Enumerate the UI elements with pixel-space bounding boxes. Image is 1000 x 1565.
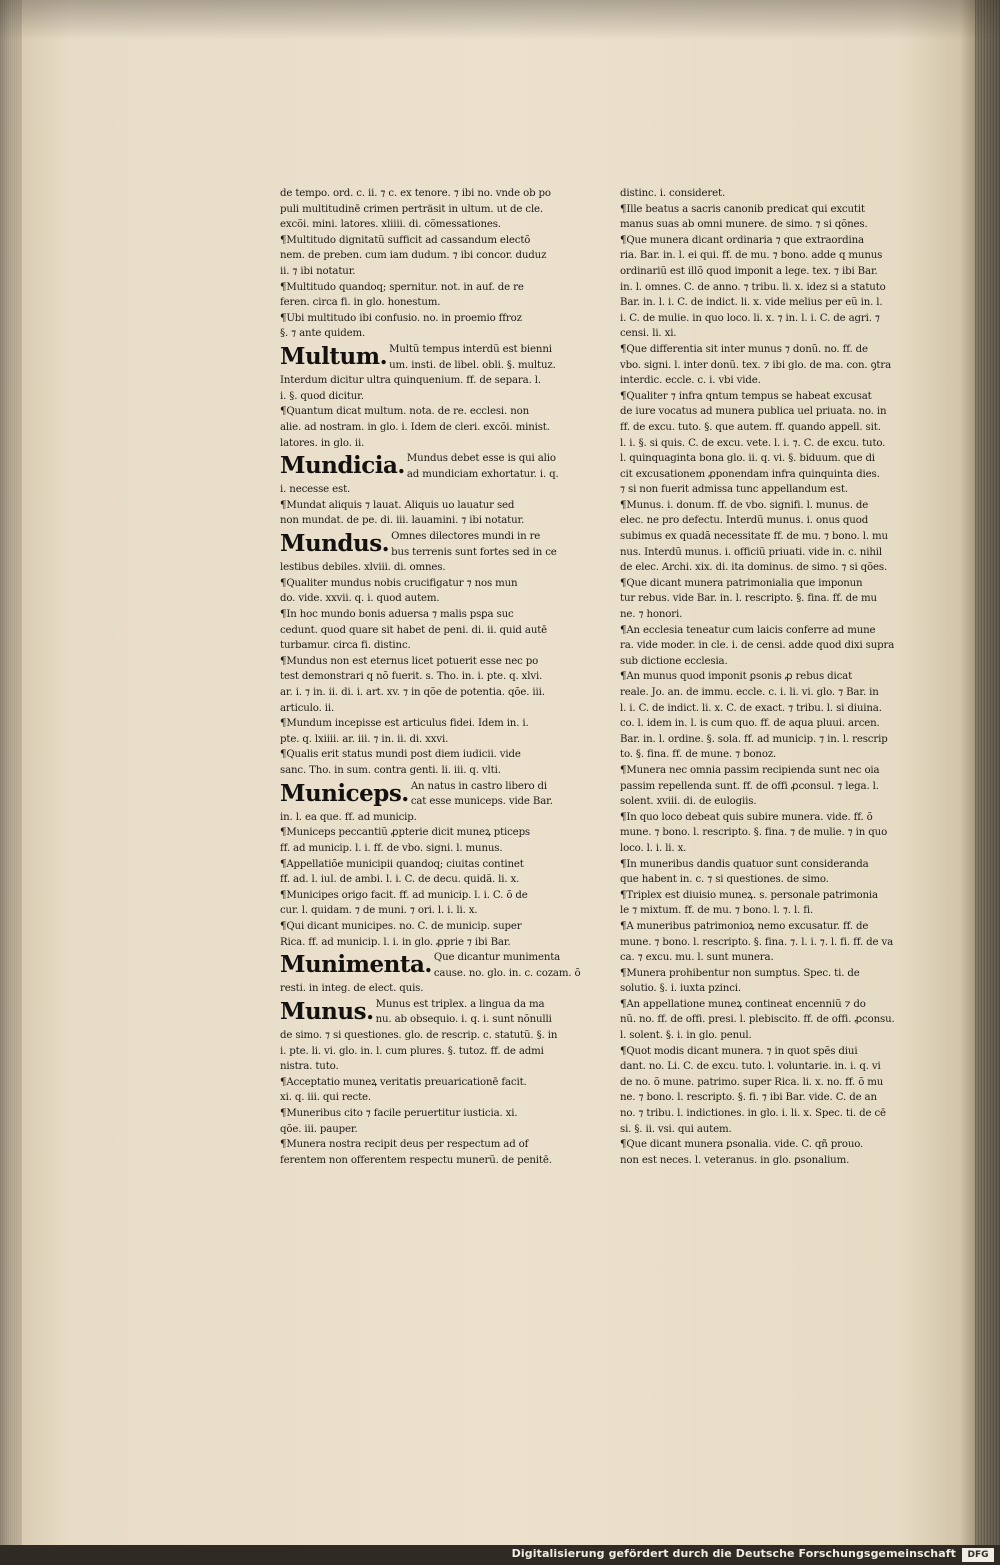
text-line: de elec. Archi. xix. di. ita dominus. de simo. ⁊ si qões. xyxy=(620,562,888,574)
text-line: do. vide. xxvii. q. i. quod autem. xyxy=(280,593,440,605)
text-line: sanc. Tho. in sum. contra genti. li. iii. q. vlti. xyxy=(280,764,501,776)
text-line: cedunt. quod quare sit habet de peni. di. ii. quid autē xyxy=(280,624,548,636)
text-line: ¶Ubi multitudo ibi confusio. no. in proemio ffroz xyxy=(280,312,522,324)
text-line: An natus in castro libero di xyxy=(410,780,548,792)
text-line: subimus ex quadã necessitate ff. de mu. ⁊ bono. l. mu xyxy=(620,531,888,543)
dfg-logo: DFG xyxy=(962,1548,994,1562)
text-line: ¶Mundus non est eternus licet potuerit esse nec po xyxy=(280,655,539,667)
text-line: ¶Que munera dicant ordinaria ⁊ que extraordina xyxy=(620,234,864,246)
text-line: alie. ad nostram. in glo. i. Idem de cleri. excõi. minist. xyxy=(280,421,550,433)
text-line: elec. ne pro defectu. Interdũ munus. i. onus quod xyxy=(620,515,869,527)
text-line: ¶Qui dicant municipes. no. C. de municip. super xyxy=(280,920,522,932)
text-line: ¶Multitudo dignitatũ sufficit ad cassandum electõ xyxy=(280,234,531,246)
text-line: ¶Mundum incepisse est articulus fidei. Idem in. i. xyxy=(280,718,529,730)
text-line: solutio. §. i. iuxta pzinci. xyxy=(620,983,741,995)
text-line: ¶An ecclesia teneatur cum laicis conferre ad mune xyxy=(620,624,876,636)
text-line: loco. l. i. li. x. xyxy=(620,842,687,854)
entry-heading xyxy=(280,342,564,373)
entry-heading xyxy=(280,997,564,1028)
text-line: ff. de excu. tuto. §. que autem. ff. quando appell. sit. xyxy=(620,421,881,433)
text-line: nem. de preben. cum iam dudum. ⁊ ibi concor. duduz xyxy=(280,250,547,262)
text-line: ¶In hoc mundo bonis aduersa ⁊ malis psꝑa suc xyxy=(280,609,514,621)
text-line: Rica. ff. ad municip. l. i. in glo. ꝓprie ⁊ ibi Bar. xyxy=(280,936,511,948)
text-line: nistra. tuto. xyxy=(280,1061,339,1073)
text-line: ¶Que differentia sit inter munus ⁊ donũ. no. ff. de xyxy=(620,343,868,355)
text-line: ¶Munera prohibentur non sumptus. Spec. ti. de xyxy=(620,967,860,979)
text-line: ¶Munera nostra recipit deus per respectum ad of xyxy=(280,1139,529,1151)
text-line: ra. vide moder. in cle. i. de censi. adde quod dixi supra xyxy=(620,640,895,652)
text-line: mune. ⁊ bono. l. rescripto. §. fina. ⁊. l. i. ⁊. l. fi. ff. de va xyxy=(620,936,894,948)
text-line: ne. ⁊ honori. xyxy=(620,609,683,621)
entry-heading xyxy=(280,529,564,560)
text-line: to. §. fina. ff. de mune. ⁊ bonoz. xyxy=(620,749,777,761)
text-line: ferentem non offerentem respectu munerũ. de penitē. xyxy=(280,1154,552,1166)
entry-heading xyxy=(280,451,564,482)
text-line: si. §. ii. vsi. qui autem. xyxy=(620,1123,732,1135)
text-line: excõi. mini. latores. xliiii. di. cõmessationes. xyxy=(280,219,501,231)
text-line: ¶Qualiter mundus nobis crucifigatur ⁊ nos mun xyxy=(280,577,518,589)
text-line: nũ. no. ff. de offi. presi. l. plebiscito. ff. de offi. ꝓconsu. xyxy=(620,1014,895,1026)
text-line: passim repellenda sunt. ff. de offi ꝓconsul. ⁊ lega. l. xyxy=(620,780,879,792)
text-line: non mundat. de pe. di. iii. lauamini. ⁊ ibi notatur. xyxy=(280,515,525,527)
text-line: Multũ tempus interdũ est bienni xyxy=(389,343,552,355)
text-line: bus terrenis sunt fortes sed in ce xyxy=(391,546,557,558)
text-line: ¶Qualis erit status mundi post diem iudicii. vide xyxy=(280,749,521,761)
text-line: nu. ab obsequio. i. q. i. sunt nõnulli xyxy=(375,1014,552,1026)
heading-word: Mundus. xyxy=(280,530,390,558)
text-line: ¶In quo loco debeat quis subire munera. vide. ff. õ xyxy=(620,811,873,823)
text-line: cur. l. quidam. ⁊ de muni. ⁊ ori. l. i. li. x. xyxy=(280,905,478,917)
text-line: cause. no. glo. in. c. cozam. õ xyxy=(433,967,581,979)
text-line: l. solent. §. i. in glo. penul. xyxy=(620,1030,752,1042)
text-line: interdic. eccle. c. i. vbi vide. xyxy=(620,375,761,387)
text-line: latores. in glo. ii. xyxy=(280,437,365,449)
text-line: l. quinquaginta bona glo. ii. q. vi. §. biduum. que di xyxy=(620,453,875,465)
text-line: §. ⁊ ante quidem. xyxy=(280,328,366,340)
text-line: ¶In muneribus dandis quatuor sunt consideranda xyxy=(620,858,869,870)
text-line: ii. ⁊ ibi notatur. xyxy=(280,265,356,277)
text-line: feren. circa fi. in glo. honestum. xyxy=(280,297,441,309)
text-line: censi. li. xi. xyxy=(620,328,677,340)
text-line: solent. xviii. di. de eulogiis. xyxy=(620,796,757,808)
text-line: ad mundiciam exhortatur. i. q. xyxy=(406,468,559,480)
text-line: l. i. §. si quis. C. de excu. vete. l. i. ⁊. C. de excu. tuto. xyxy=(620,437,886,449)
heading-word: Munus. xyxy=(280,997,374,1025)
page-stack-right-edge xyxy=(975,0,1000,1545)
text-line: um. insti. de libel. obli. §. multuz. xyxy=(389,359,556,371)
text-line: ¶Municeps peccantiũ ꝓpterie dicit muneꝝ pticeps xyxy=(280,827,531,839)
text-line: in. l. ea que. ff. ad municip. xyxy=(280,811,417,823)
text-line: ca. ⁊ excu. mu. l. sunt munera. xyxy=(620,952,774,964)
heading-word: Multum. xyxy=(280,342,388,370)
text-line: ¶Qualiter ⁊ infra qntum tempus se habeat excusat xyxy=(620,390,872,402)
text-line: ¶Munus. i. donum. ff. de vbo. signifi. l. munus. de xyxy=(620,499,869,511)
text-line: qõe. iii. pauper. xyxy=(280,1123,358,1135)
text-line: no. ⁊ tribu. l. indictiones. in glo. i. li. x. Spec. ti. de cē xyxy=(620,1108,886,1120)
text-line: non est neces. l. veteranus. in glo. ꝑsonalium. xyxy=(620,1154,850,1166)
text-line: ne. ⁊ bono. l. rescripto. §. fi. ⁊ ibi Bar. vide. C. de an xyxy=(620,1092,877,1104)
text-line: Mundus debet esse is qui alio xyxy=(406,453,556,465)
text-line: ¶Que dicant munera ꝑsonalia. vide. C. qñ prouo. xyxy=(620,1139,864,1151)
text-line: ¶Que dicant munera patrimonialia que imponun xyxy=(620,577,863,589)
text-line: ¶An appellatione muneꝝ contineat encenniũ ⁊ do xyxy=(620,998,866,1010)
text-line: ¶Munera nec omnia passim recipienda sunt nec oia xyxy=(620,764,880,776)
heading-word: Mundicia. xyxy=(280,452,405,480)
text-line: ¶Municipes origo facit. ff. ad municip. l. i. C. õ de xyxy=(280,889,528,901)
text-line: ¶Quot modis dicant munera. ⁊ in quot spẽs diui xyxy=(620,1045,858,1057)
text-line: ff. ad municip. l. i. ff. de vbo. signi. l. munus. xyxy=(280,842,503,854)
text-line: tur rebus. vide Bar. in. l. rescripto. §. fina. ff. de mu xyxy=(620,593,877,605)
text-line: Que dicantur munimenta xyxy=(433,952,561,964)
text-line: in. l. omnes. C. de anno. ⁊ tribu. li. x. idez si a statuto xyxy=(620,281,886,293)
text-line: xi. q. iii. qui recte. xyxy=(280,1092,371,1104)
text-line: cat esse municeps. vide Bar. xyxy=(410,796,553,808)
footer-bar xyxy=(0,1545,1000,1565)
footer-credit-text: Digitalisierung gefördert durch die Deutsche Forschungsgemeinschaft xyxy=(511,1547,956,1560)
entry-heading xyxy=(280,950,581,981)
text-line: l. i. C. de indict. li. x. C. de exact. ⁊ tribu. l. si diuina. xyxy=(620,702,882,714)
text-line: vbo. signi. l. inter donũ. tex. ⁊ ibi glo. de ma. con. ꝯtra xyxy=(620,359,891,371)
text-line: turbamur. circa fi. distinc. xyxy=(280,640,411,652)
text-line: Munus est triplex. a lingua da ma xyxy=(375,998,545,1010)
text-line: ar. i. ⁊ in. ii. di. i. art. xv. ⁊ in qõe de potentia. qõe. iii. xyxy=(280,687,545,698)
text-line: ¶Triplex est diuisio muneꝝ. s. personale patrimonia xyxy=(620,889,878,901)
text-column-left xyxy=(280,186,581,1168)
text-line: co. l. idem in. l. is cum quo. ff. de aqua pluui. arcen. xyxy=(620,718,880,730)
text-line: i. necesse est. xyxy=(280,484,351,496)
text-column-right xyxy=(620,186,908,1168)
text-line: le ⁊ mixtum. ff. de mu. ⁊ bono. l. ⁊. l. fi. xyxy=(620,905,814,917)
text-line: Interdum dicitur ultra quinquenium. ff. de separa. l. xyxy=(280,375,541,387)
text-line: ⁊ si non fuerit admissa tunc appellandum est. xyxy=(620,484,848,496)
text-line: ¶Mundat aliquis ⁊ lauat. Aliquis uo lauatur sed xyxy=(280,499,515,511)
text-line: ¶Ille beatus a sacris canonib predicat qui excutit xyxy=(620,203,865,215)
heading-word: Munimenta. xyxy=(280,951,432,979)
text-line: reale. Jo. an. de immu. eccle. c. i. li. vi. glo. ⁊ Bar. in xyxy=(620,687,879,698)
text-line: manus suas ab omni munere. de simo. ⁊ si qõnes. xyxy=(620,219,868,231)
heading-word: Municeps. xyxy=(280,779,409,807)
text-line: i. §. quod dicitur. xyxy=(280,390,364,402)
text-line: dant. no. Li. C. de excu. tuto. l. voluntarie. in. i. q. vi xyxy=(620,1061,881,1073)
text-line: test demonstrari q nõ fuerit. s. Tho. in. i. pte. q. xlvi. xyxy=(280,671,543,683)
text-line: resti. in integ. de elect. quis. xyxy=(280,983,424,995)
text-line: de tempo. ord. c. ii. ⁊ c. ex tenore. ⁊ ibi no. vnde ob po xyxy=(280,188,551,199)
text-line: i. C. de mulie. in quo loco. li. x. ⁊ in. l. i. C. de agri. ⁊ xyxy=(620,312,880,324)
text-line: ¶An munus quod imponit ꝑsonis ꝓ rebus dicat xyxy=(620,671,853,683)
text-line: de no. õ mune. patrimo. super Rica. li. x. no. ff. õ mu xyxy=(620,1076,884,1088)
text-line: ff. ad. l. iul. de ambi. l. i. C. de decu. quidã. li. x. xyxy=(280,874,520,886)
text-line: lestibus debiles. xlviii. di. omnes. xyxy=(280,562,446,574)
text-line: ¶Appellatiõe municipii quandoq; ciuitas continet xyxy=(280,858,524,870)
text-line: sub dictione ecclesia. xyxy=(620,655,728,667)
page-stack-left-edge xyxy=(0,0,22,1545)
text-line: articulo. ii. xyxy=(280,702,335,714)
text-line: ¶Acceptatio muneꝝ veritatis preuaricationē facit. xyxy=(280,1076,527,1088)
text-line: distinc. i. consideret. xyxy=(620,188,726,199)
text-line: ¶Muneribus cito ⁊ facile peruertitur iusticia. xi. xyxy=(280,1108,518,1120)
text-line: puli multitudinē crimen perträsit in ultum. ut de cle. xyxy=(280,203,544,215)
text-line: i. pte. li. vi. glo. in. l. cum plures. §. tutoz. ff. de admi xyxy=(280,1045,544,1057)
text-line: que habent in. c. ⁊ si questiones. de simo. xyxy=(620,874,829,886)
text-line: pte. q. lxiiii. ar. iii. ⁊ in. ii. di. xxvi. xyxy=(280,733,449,745)
top-shadow xyxy=(0,0,1000,40)
entry-heading xyxy=(280,779,564,810)
text-line: ¶Multitudo quandoq; spernitur. not. in auf. de re xyxy=(280,281,524,293)
text-line: Bar. in. l. ordine. §. sola. ff. ad municip. ⁊ in. l. rescrip xyxy=(620,733,888,745)
text-line: ¶Quantum dicat multum. nota. de re. ecclesi. non xyxy=(280,406,529,418)
text-line: ¶A muneribus patrimonioꝝ nemo excusatur. ff. de xyxy=(620,920,869,932)
text-line: cit excusationem ꝓponendam infra quinquinta dies. xyxy=(620,468,880,480)
text-line: Bar. in. l. i. C. de indict. li. x. vide melius per eũ in. l. xyxy=(620,297,883,309)
text-line: Omnes dilectores mundi in re xyxy=(391,531,541,543)
text-line: mune. ⁊ bono. l. rescripto. §. fina. ⁊ de mulie. ⁊ in quo xyxy=(620,827,888,839)
text-line: de simo. ⁊ si questiones. glo. de rescrip. c. statutũ. §. in xyxy=(280,1030,558,1042)
text-line: de iure vocatus ad munera publica uel priuata. no. in xyxy=(620,406,887,418)
text-line: ordinariũ est illõ quod imponit a lege. tex. ⁊ ibi Bar. xyxy=(620,265,878,277)
text-line: ria. Bar. in. l. ei qui. ff. de mu. ⁊ bono. adde q munus xyxy=(620,250,883,262)
text-line: nus. Interdũ munus. i. officiũ priuati. vide in. c. nihil xyxy=(620,546,882,558)
